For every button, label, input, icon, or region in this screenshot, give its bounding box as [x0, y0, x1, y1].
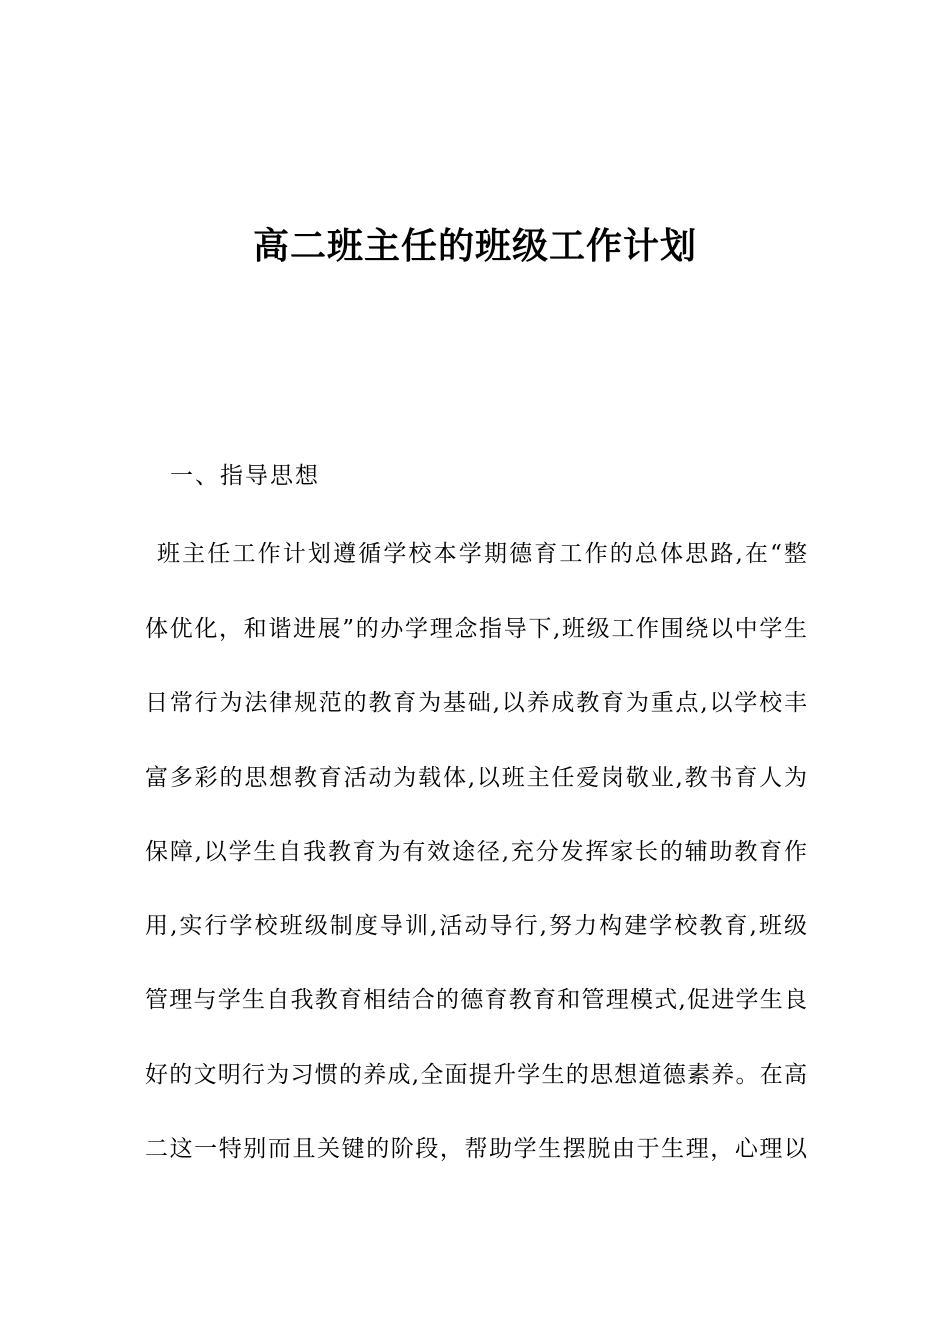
- paragraph-line-7: 管理与学生自我教育相结合的德育教育和管理模式,促进学生良: [145, 987, 807, 1013]
- paragraph-line-2: 体优化，和谐进展”的办学理念指导下,班级工作围绕以中学生: [145, 616, 807, 642]
- paragraph-line-9: 二这一特别而且关键的阶段，帮助学生摆脱由于生理，心理以: [145, 1136, 807, 1162]
- section-heading: 一、指导思想: [170, 463, 320, 489]
- paragraph-line-4: 富多彩的思想教育活动为载体,以班主任爱岗敬业,教书育人为: [145, 765, 807, 791]
- paragraph-line-5: 保障,以学生自我教育为有效途径,充分发挥家长的辅助教育作: [145, 839, 807, 865]
- document-title: 高二班主任的班级工作计划: [252, 226, 697, 267]
- paragraph-line-8: 好的文明行为习惯的养成,全面提升学生的思想道德素养。在高: [145, 1062, 807, 1088]
- paragraph-line-1: 班主任工作计划遵循学校本学期德育工作的总体思路,在“整: [157, 541, 807, 567]
- paragraph-line-6: 用,实行学校班级制度导训,活动导行,努力构建学校教育,班级: [145, 913, 807, 939]
- paragraph-line-3: 日常行为法律规范的教育为基础,以养成教育为重点,以学校丰: [145, 690, 807, 716]
